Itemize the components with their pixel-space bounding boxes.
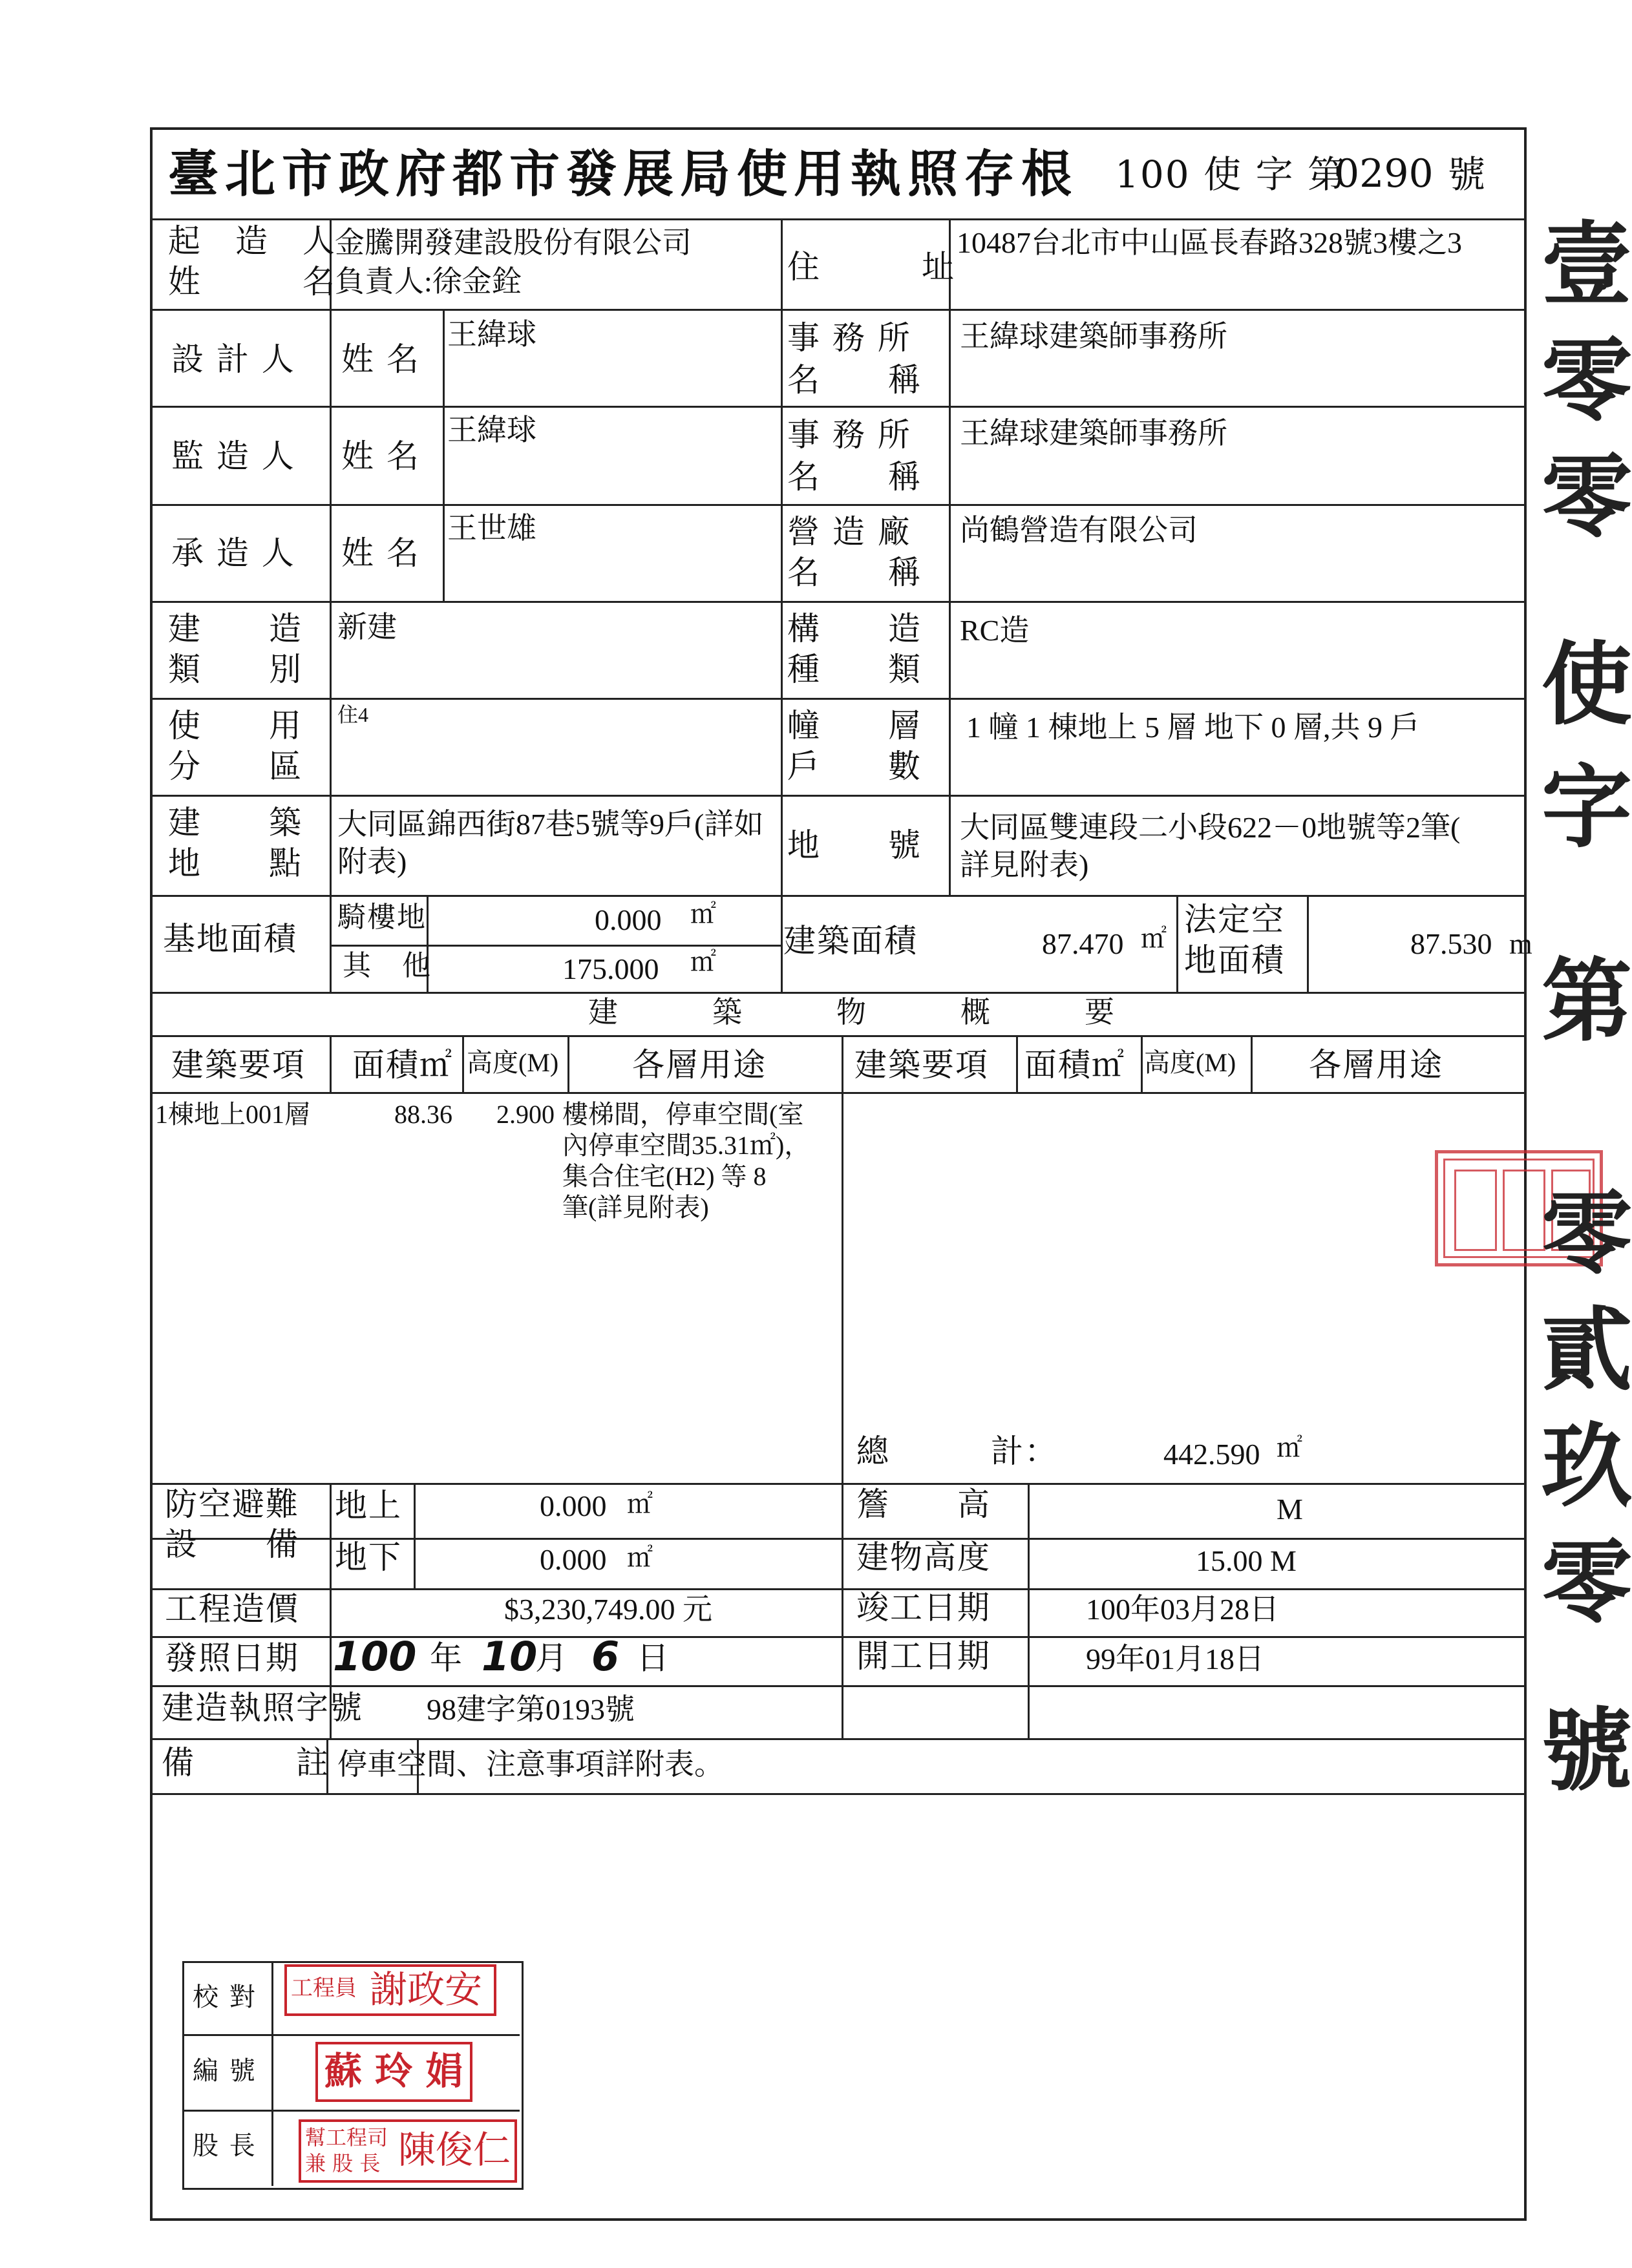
rule <box>1307 895 1309 992</box>
location-label: 建 築 <box>168 804 302 841</box>
structure-label: 構 造 <box>787 610 922 647</box>
check-label: 校 對 <box>193 1982 257 2012</box>
remark: 停車空間、注意事項詳附表。 <box>337 1748 724 1781</box>
supervisor-label: 監 造 人 <box>171 437 295 475</box>
code-stamp-name: 蘇 玲 娟 <box>324 2049 463 2093</box>
arcade-value: 0.000 <box>595 903 662 936</box>
margin-char: 零 <box>1542 329 1632 434</box>
contractor-firm: 尚鶴營造有限公司 <box>960 514 1198 547</box>
col-area: 面積㎡ <box>352 1046 453 1084</box>
rule <box>150 1035 1527 1037</box>
issue-month-unit: 月 <box>535 1639 569 1677</box>
rule <box>150 1092 1527 1094</box>
units: 1 幢 1 棟地上 5 層 地下 0 層,共 9 戶 <box>966 711 1420 744</box>
row1-use-4: 筆(詳見附表) <box>562 1193 709 1222</box>
code-stamp <box>315 2042 472 2102</box>
col-item: 建築要項 <box>171 1046 306 1084</box>
designer-office-label-2: 名 稱 <box>787 361 922 399</box>
permit-ref-label: 建造執照字號 <box>162 1689 363 1727</box>
row1-item: 1棟地上001層 <box>155 1100 310 1129</box>
below-value: 0.000 <box>540 1543 607 1576</box>
other-value: 175.000 <box>562 952 659 985</box>
rule <box>150 309 1527 311</box>
rule <box>150 795 1527 797</box>
rule <box>462 1035 464 1092</box>
other-label: 其 他 <box>343 949 432 982</box>
supervisor-office-label: 事 務 所 <box>787 416 911 454</box>
lot: 大同區雙連段二小段622－0地號等2筆( <box>960 811 1461 844</box>
issue-month: 10 <box>482 1633 538 1680</box>
applicant-representative: 負責人:徐金銓 <box>335 265 522 298</box>
building-height: 15.00 M <box>1196 1544 1297 1577</box>
open-space-unit: m <box>1509 927 1532 960</box>
contractor-firm-label: 營 造 廠 <box>787 513 911 551</box>
designer-name-label: 姓 名 <box>341 341 420 378</box>
cost: $3,230,749.00 元 <box>504 1593 712 1626</box>
checker-stamp-title: 工程員 <box>291 1975 357 2001</box>
chief-stamp-title: 幫工程司 <box>305 2125 388 2150</box>
rule <box>567 1035 569 1092</box>
rule <box>150 992 1527 994</box>
other-unit: ㎡ <box>690 947 716 976</box>
applicant-label-2: 姓 名 <box>168 263 336 300</box>
eave-unit: M <box>1277 1493 1303 1526</box>
units-label: 幢 層 <box>787 707 922 744</box>
margin-char: 使 <box>1542 633 1632 738</box>
col-use-right: 各層用途 <box>1309 1046 1443 1084</box>
checker-stamp-name: 謝政安 <box>370 1968 483 2011</box>
rule <box>150 504 1527 506</box>
building-area-label: 建築面積 <box>783 922 918 960</box>
zoning: 住4 <box>337 703 369 726</box>
start-date: 99年01月18日 <box>1086 1643 1264 1675</box>
lot-2: 詳見附表) <box>960 848 1089 881</box>
rule <box>150 1738 1527 1740</box>
issue-year: 100 <box>333 1633 417 1680</box>
lot-label: 地 號 <box>787 826 922 864</box>
open-space-label: 法定空 <box>1184 901 1285 938</box>
rule <box>414 1483 416 1588</box>
site-area-label: 基地面積 <box>163 920 297 958</box>
checker-stamp <box>284 1964 496 2016</box>
margin-char: 號 <box>1542 1699 1632 1804</box>
col-use: 各層用途 <box>632 1046 767 1084</box>
location-label-2: 地 點 <box>168 845 302 882</box>
permit-number-suffix: 號 <box>1448 152 1487 196</box>
shelter-label: 防空避難 <box>165 1486 299 1523</box>
shelter-label-2: 設 備 <box>165 1526 299 1563</box>
supervisor-name: 王緯球 <box>447 414 536 446</box>
chief-stamp-name: 陳俊仁 <box>398 2128 511 2172</box>
chief-stamp-title-2: 兼 股 長 <box>305 2151 381 2176</box>
designer-name: 王緯球 <box>447 318 536 351</box>
rule <box>150 218 1527 220</box>
margin-char: 零 <box>1542 445 1632 551</box>
col-item-right: 建築要項 <box>854 1046 989 1084</box>
contractor-label: 承 造 人 <box>171 534 295 572</box>
building-height-label: 建物高度 <box>856 1538 991 1576</box>
structure: RC造 <box>960 614 1030 647</box>
rule <box>150 698 1527 700</box>
rule <box>150 406 1527 408</box>
rule <box>150 895 1527 897</box>
issue-year-unit: 年 <box>430 1639 463 1677</box>
row1-height: 2.900 <box>496 1100 555 1129</box>
building-area-unit: ㎡ <box>1141 924 1167 953</box>
above-value: 0.000 <box>540 1489 607 1522</box>
designer-label: 設 計 人 <box>171 341 295 378</box>
rule <box>326 1738 328 1793</box>
rule <box>150 1793 1527 1795</box>
issue-day-unit: 日 <box>637 1639 670 1677</box>
margin-char: 字 <box>1542 755 1632 861</box>
below-unit: ㎡ <box>627 1543 653 1572</box>
col-area-right: 面積㎡ <box>1024 1046 1125 1084</box>
zoning-label-2: 分 區 <box>168 748 302 785</box>
supervisor-office: 王緯球建築師事務所 <box>960 417 1227 450</box>
margin-char: 零 <box>1542 1531 1632 1636</box>
build-type-label: 建 造 <box>168 610 302 647</box>
contractor-firm-label-2: 名 稱 <box>787 554 922 591</box>
supervisor-name-label: 姓 名 <box>341 437 420 475</box>
total-value: 442.590 <box>1163 1438 1260 1471</box>
remark-label: 備 註 <box>162 1744 330 1781</box>
row1-use: 樓梯間，停車空間(室 <box>562 1100 804 1129</box>
rule <box>330 218 332 992</box>
overview-heading: 建 築 物 概 要 <box>588 994 1116 1029</box>
supervisor-office-label-2: 名 稱 <box>787 458 922 496</box>
building-area: 87.470 <box>1042 927 1124 960</box>
completion-label: 竣工日期 <box>856 1589 991 1626</box>
structure-label-2: 種 類 <box>787 651 922 688</box>
chief-label: 股 長 <box>193 2131 257 2161</box>
location-2: 附表) <box>337 845 407 878</box>
row1-area: 88.36 <box>394 1100 452 1129</box>
units-label-2: 戶 數 <box>787 748 922 785</box>
rule <box>150 601 1527 603</box>
rule <box>1251 1035 1253 1092</box>
rule <box>781 218 783 992</box>
total-label: 總 計： <box>856 1433 1058 1470</box>
location: 大同區錦西街87巷5號等9戶(詳如 <box>337 808 764 841</box>
rule <box>949 218 951 895</box>
margin-number <box>1542 213 1632 2268</box>
open-space: 87.530 <box>1410 927 1492 960</box>
permit-number: 0290 <box>1335 151 1434 196</box>
permit-number-prefix: 100 使 字 第 <box>1115 152 1347 196</box>
arcade-label: 騎樓地 <box>337 901 427 934</box>
cost-label: 工程造價 <box>165 1590 299 1628</box>
rule <box>1016 1035 1018 1092</box>
eave-label: 簷 高 <box>856 1486 991 1523</box>
col-height-right: 高度(M) <box>1144 1048 1236 1077</box>
margin-char: 貳 <box>1542 1298 1632 1403</box>
rule <box>1176 895 1178 992</box>
rule <box>1028 1483 1030 1738</box>
margin-char: 零 <box>1542 1182 1632 1287</box>
chief-stamp <box>299 2119 517 2183</box>
rule <box>271 1961 273 2186</box>
designer-office-label: 事 務 所 <box>787 319 911 357</box>
designer-office: 王緯球建築師事務所 <box>960 320 1227 353</box>
zoning-label: 使 用 <box>168 707 302 744</box>
document-title: 臺北市政府都市發展局使用執照存根 <box>168 145 1079 204</box>
rule <box>150 1483 1527 1485</box>
below-label: 地下 <box>335 1538 402 1576</box>
margin-char: 玖 <box>1542 1414 1632 1520</box>
contractor-name-label: 姓 名 <box>341 534 420 572</box>
total-unit: ㎡ <box>1277 1433 1302 1462</box>
arcade-unit: ㎡ <box>690 899 716 929</box>
address-value: 10487台北市中山區長春路328號3樓之3 <box>957 226 1462 259</box>
build-type: 新建 <box>337 611 397 644</box>
rule <box>1141 1035 1143 1092</box>
rule <box>330 945 782 947</box>
build-type-label-2: 類 別 <box>168 651 302 688</box>
rule <box>842 1035 843 1738</box>
margin-char: 壹 <box>1542 213 1632 318</box>
row1-use-3: 集合住宅(H2) 等 8 <box>562 1162 767 1191</box>
rule <box>150 1685 1527 1687</box>
address-label: 住 址 <box>787 248 955 286</box>
applicant-company: 金騰開發建設股份有限公司 <box>335 226 692 259</box>
start-label: 開工日期 <box>856 1637 991 1675</box>
contractor-name: 王世雄 <box>447 512 536 545</box>
issue-day: 6 <box>591 1633 620 1680</box>
rule <box>150 1588 1527 1590</box>
rule <box>443 309 445 601</box>
open-space-label-2: 地面積 <box>1184 941 1285 979</box>
code-label: 編 號 <box>193 2056 257 2086</box>
completion-date: 100年03月28日 <box>1086 1593 1279 1626</box>
margin-char: 第 <box>1542 949 1632 1055</box>
row1-use-2: 內停車空間35.31㎡)， <box>562 1131 811 1160</box>
issue-label: 發照日期 <box>165 1639 299 1677</box>
rule <box>182 2110 520 2112</box>
above-label: 地上 <box>335 1487 402 1524</box>
above-unit: ㎡ <box>627 1489 653 1518</box>
rule <box>182 2034 520 2036</box>
permit-ref: 98建字第0193號 <box>427 1693 635 1726</box>
applicant-label: 起 造 人 <box>168 222 336 260</box>
rule <box>330 1035 332 1092</box>
col-height: 高度(M) <box>467 1048 559 1077</box>
